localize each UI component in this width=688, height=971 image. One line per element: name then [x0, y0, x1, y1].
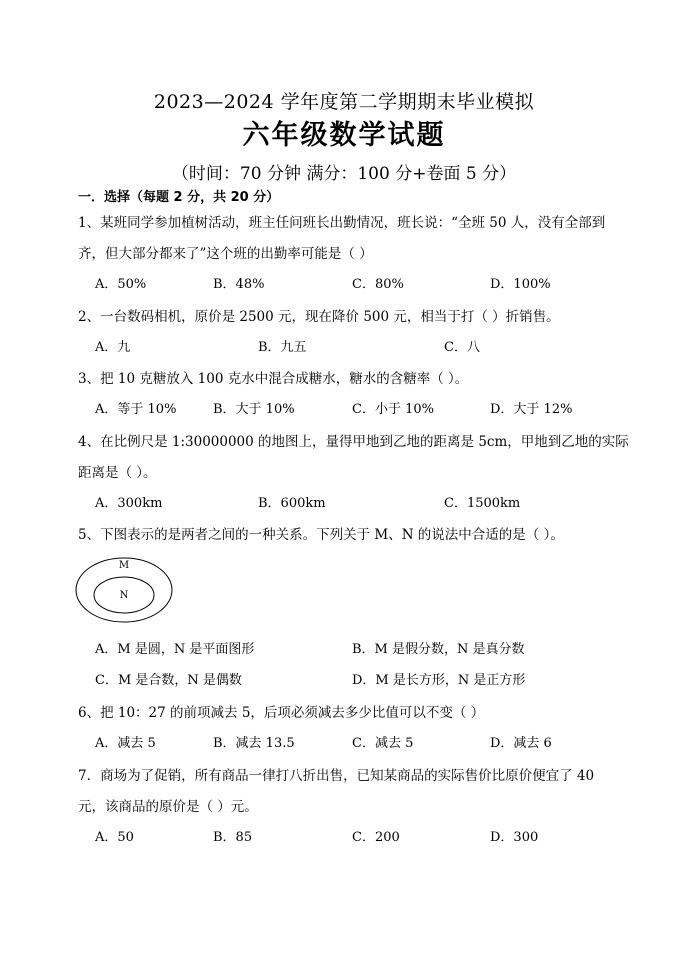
question-5-option-a: A．M 是圆，N 是平面图形 [95, 642, 255, 657]
question-6-option-a: A．减去 5 [95, 736, 156, 751]
question-6-option-b: B．减去 13.5 [213, 736, 295, 751]
question-5-option-b: B．M 是假分数，N 是真分数 [352, 642, 525, 657]
question-4-option-a: A．300km [95, 496, 163, 511]
question-1-option-d: D．100% [490, 277, 551, 292]
question-7-option-a: A．50 [95, 830, 134, 845]
section-heading-choice: 一．选择（每题 2 分，共 20 分） [78, 190, 280, 205]
set-relation-diagram [74, 555, 174, 625]
question-7-line-1: 7．商场为了促销，所有商品一律打八折出售，已知某商品的实际售价比原价便宜了 40 [78, 768, 595, 784]
question-7-option-b: B．85 [213, 830, 253, 845]
question-4-option-b: B．600km [258, 496, 326, 511]
question-1-line-2: 齐，但大部分都来了”这个班的出勤率可能是（ ） [78, 246, 373, 262]
question-5-line-1: 5、下图表示的是两者之间的一种关系。下列关于 M、N 的说法中合适的是（ ）。 [78, 527, 564, 543]
question-2-line-1: 2、一台数码相机，原价是 2500 元，现在降价 500 元，相当于打（ ）折销售。 [78, 309, 560, 325]
question-3-option-d: D．大于 12% [490, 402, 573, 417]
question-7-option-c: C．200 [352, 830, 400, 845]
question-6-option-c: C．减去 5 [352, 736, 414, 751]
question-3-line-1: 3、把 10 克糖放入 100 克水中混合成糖水，糖水的含糖率（ ）。 [78, 371, 469, 387]
question-4-line-1: 4、在比例尺是 1:30000000 的地图上，量得甲地到乙地的距离是 5cm，甲地到乙地的实际 [78, 434, 629, 450]
question-6-line-1: 6、把 10：27 的前项减去 5，后项必须减去多少比值可以不变（ ） [78, 705, 485, 721]
exam-main-title: 六年级数学试题 [242, 120, 446, 151]
question-2-option-b: B．九五 [258, 340, 307, 355]
question-4-line-2: 距离是（ ）。 [78, 465, 157, 481]
question-3-option-a: A．等于 10% [95, 402, 177, 417]
question-1-option-a: A．50% [95, 277, 147, 292]
question-1-option-b: B．48% [213, 277, 265, 292]
outer-set-label: M [118, 560, 130, 571]
question-1-option-c: C．80% [352, 277, 404, 292]
question-1-line-1: 1、某班同学参加植树活动，班主任问班长出勤情况，班长说：“全班 50 人，没有全部到 [78, 215, 606, 231]
question-4-option-c: C．1500km [444, 496, 521, 511]
question-2-option-a: A．九 [95, 340, 131, 355]
question-7-line-2: 元，该商品的原价是（ ）元。 [78, 799, 258, 815]
question-2-option-c: C．八 [444, 340, 480, 355]
exam-time-score: （时间：70 分钟 满分：100 分+卷面 5 分） [171, 164, 517, 184]
inner-set-label: N [119, 590, 129, 601]
exam-term-title: 2023—2024 学年度第二学期期末毕业模拟 [153, 91, 535, 113]
question-6-option-d: D．减去 6 [490, 736, 552, 751]
question-7-option-d: D．300 [490, 830, 539, 845]
question-3-option-b: B．大于 10% [213, 402, 295, 417]
question-3-option-c: C．小于 10% [352, 402, 434, 417]
question-5-option-d: D．M 是长方形，N 是正方形 [352, 673, 526, 688]
question-5-option-c: C．M 是合数，N 是偶数 [95, 673, 242, 688]
